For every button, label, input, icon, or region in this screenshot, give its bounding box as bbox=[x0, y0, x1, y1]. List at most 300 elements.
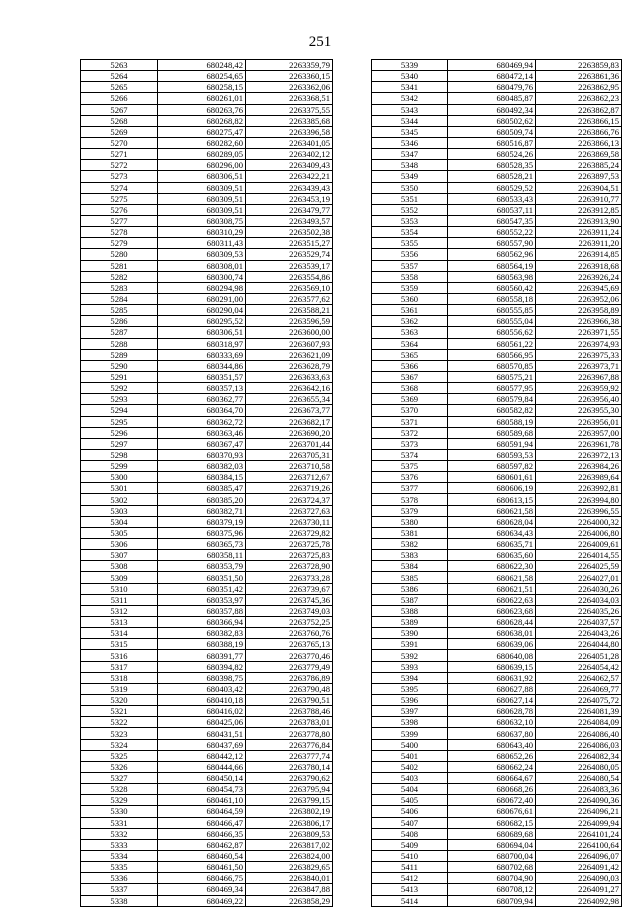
y-coordinate-cell: 2264083,36 bbox=[536, 784, 622, 795]
table-row bbox=[81, 862, 333, 873]
y-coordinate-cell: 2263588,21 bbox=[246, 305, 333, 316]
table-row bbox=[372, 193, 622, 204]
y-coordinate-cell: 2263396,58 bbox=[246, 126, 333, 137]
point-number-cell: 5379 bbox=[372, 505, 448, 516]
x-coordinate-cell: 680694,04 bbox=[448, 839, 536, 850]
table-row bbox=[81, 71, 333, 82]
table-row bbox=[81, 182, 333, 193]
table-row bbox=[372, 461, 622, 472]
y-coordinate-cell: 2264034,03 bbox=[536, 594, 622, 605]
y-coordinate-cell: 2264030,26 bbox=[536, 583, 622, 594]
point-number-cell: 5264 bbox=[81, 71, 158, 82]
x-coordinate-cell: 680704,90 bbox=[448, 873, 536, 884]
y-coordinate-cell: 2263701,44 bbox=[246, 438, 333, 449]
x-coordinate-cell: 680268,82 bbox=[158, 115, 246, 126]
point-number-cell: 5342 bbox=[372, 93, 448, 104]
x-coordinate-cell: 680469,22 bbox=[158, 895, 246, 906]
point-number-cell: 5352 bbox=[372, 204, 448, 215]
y-coordinate-cell: 2263786,89 bbox=[246, 672, 333, 683]
y-coordinate-cell: 2263453,19 bbox=[246, 193, 333, 204]
x-coordinate-cell: 680248,42 bbox=[158, 60, 246, 71]
table-row bbox=[372, 438, 622, 449]
y-coordinate-cell: 2263362,06 bbox=[246, 82, 333, 93]
y-coordinate-cell: 2263596,59 bbox=[246, 316, 333, 327]
y-coordinate-cell: 2263360,15 bbox=[246, 71, 333, 82]
x-coordinate-cell: 680308,01 bbox=[158, 260, 246, 271]
table-row bbox=[372, 505, 622, 516]
y-coordinate-cell: 2263705,31 bbox=[246, 449, 333, 460]
y-coordinate-cell: 2263600,00 bbox=[246, 327, 333, 338]
point-number-cell: 5296 bbox=[81, 427, 158, 438]
table-row bbox=[372, 572, 622, 583]
x-coordinate-cell: 680444,66 bbox=[158, 761, 246, 772]
point-number-cell: 5308 bbox=[81, 561, 158, 572]
point-number-cell: 5365 bbox=[372, 349, 448, 360]
table-row bbox=[81, 850, 333, 861]
point-number-cell: 5372 bbox=[372, 427, 448, 438]
point-number-cell: 5307 bbox=[81, 550, 158, 561]
table-row bbox=[372, 527, 622, 538]
point-number-cell: 5337 bbox=[81, 884, 158, 895]
coordinates-table-left-body bbox=[81, 60, 333, 907]
y-coordinate-cell: 2264100,64 bbox=[536, 839, 622, 850]
x-coordinate-cell: 680310,29 bbox=[158, 227, 246, 238]
y-coordinate-cell: 2263974,93 bbox=[536, 338, 622, 349]
y-coordinate-cell: 2263729,82 bbox=[246, 527, 333, 538]
y-coordinate-cell: 2263958,89 bbox=[536, 305, 622, 316]
x-coordinate-cell: 680309,53 bbox=[158, 249, 246, 260]
x-coordinate-cell: 680689,68 bbox=[448, 828, 536, 839]
x-coordinate-cell: 680382,03 bbox=[158, 461, 246, 472]
point-number-cell: 5367 bbox=[372, 371, 448, 382]
point-number-cell: 5348 bbox=[372, 160, 448, 171]
y-coordinate-cell: 2263529,74 bbox=[246, 249, 333, 260]
point-number-cell: 5272 bbox=[81, 160, 158, 171]
x-coordinate-cell: 680591,94 bbox=[448, 438, 536, 449]
point-number-cell: 5399 bbox=[372, 728, 448, 739]
table-row bbox=[372, 238, 622, 249]
table-row bbox=[81, 873, 333, 884]
x-coordinate-cell: 680385,47 bbox=[158, 483, 246, 494]
point-number-cell: 5339 bbox=[372, 60, 448, 71]
table-row bbox=[81, 750, 333, 761]
point-number-cell: 5329 bbox=[81, 795, 158, 806]
table-row bbox=[372, 683, 622, 694]
y-coordinate-cell: 2263745,36 bbox=[246, 594, 333, 605]
x-coordinate-cell: 680351,42 bbox=[158, 583, 246, 594]
point-number-cell: 5392 bbox=[372, 650, 448, 661]
y-coordinate-cell: 2263710,58 bbox=[246, 461, 333, 472]
x-coordinate-cell: 680300,74 bbox=[158, 271, 246, 282]
y-coordinate-cell: 2263719,26 bbox=[246, 483, 333, 494]
table-row bbox=[81, 293, 333, 304]
y-coordinate-cell: 2263728,90 bbox=[246, 561, 333, 572]
x-coordinate-cell: 680588,19 bbox=[448, 416, 536, 427]
point-number-cell: 5271 bbox=[81, 149, 158, 160]
x-coordinate-cell: 680560,42 bbox=[448, 282, 536, 293]
table-row bbox=[372, 739, 622, 750]
x-coordinate-cell: 680462,87 bbox=[158, 839, 246, 850]
x-coordinate-cell: 680676,61 bbox=[448, 806, 536, 817]
y-coordinate-cell: 2263959,92 bbox=[536, 383, 622, 394]
coordinates-table-right bbox=[371, 59, 622, 907]
x-coordinate-cell: 680388,19 bbox=[158, 639, 246, 650]
x-coordinate-cell: 680524,26 bbox=[448, 149, 536, 160]
table-row bbox=[372, 862, 622, 873]
y-coordinate-cell: 2263866,76 bbox=[536, 126, 622, 137]
y-coordinate-cell: 2264090,36 bbox=[536, 795, 622, 806]
y-coordinate-cell: 2264009,61 bbox=[536, 539, 622, 550]
point-number-cell: 5295 bbox=[81, 416, 158, 427]
table-row bbox=[372, 617, 622, 628]
y-coordinate-cell: 2263778,80 bbox=[246, 728, 333, 739]
point-number-cell: 5292 bbox=[81, 383, 158, 394]
point-number-cell: 5293 bbox=[81, 394, 158, 405]
table-row bbox=[372, 650, 622, 661]
y-coordinate-cell: 2263673,77 bbox=[246, 405, 333, 416]
point-number-cell: 5306 bbox=[81, 539, 158, 550]
point-number-cell: 5335 bbox=[81, 862, 158, 873]
y-coordinate-cell: 2263770,46 bbox=[246, 650, 333, 661]
y-coordinate-cell: 2263913,90 bbox=[536, 215, 622, 226]
point-number-cell: 5332 bbox=[81, 828, 158, 839]
page-number: 251 bbox=[308, 34, 332, 50]
point-number-cell: 5316 bbox=[81, 650, 158, 661]
x-coordinate-cell: 680309,51 bbox=[158, 182, 246, 193]
y-coordinate-cell: 2264092,98 bbox=[536, 895, 622, 906]
y-coordinate-cell: 2264044,80 bbox=[536, 639, 622, 650]
x-coordinate-cell: 680664,67 bbox=[448, 773, 536, 784]
point-number-cell: 5309 bbox=[81, 572, 158, 583]
y-coordinate-cell: 2263479,77 bbox=[246, 204, 333, 215]
x-coordinate-cell: 680555,85 bbox=[448, 305, 536, 316]
point-number-cell: 5364 bbox=[372, 338, 448, 349]
x-coordinate-cell: 680363,46 bbox=[158, 427, 246, 438]
y-coordinate-cell: 2264075,72 bbox=[536, 695, 622, 706]
x-coordinate-cell: 680479,76 bbox=[448, 82, 536, 93]
point-number-cell: 5396 bbox=[372, 695, 448, 706]
y-coordinate-cell: 2263783,01 bbox=[246, 717, 333, 728]
y-coordinate-cell: 2264084,09 bbox=[536, 717, 622, 728]
table-row bbox=[81, 360, 333, 371]
x-coordinate-cell: 680358,11 bbox=[158, 550, 246, 561]
x-coordinate-cell: 680623,68 bbox=[448, 605, 536, 616]
table-row bbox=[372, 93, 622, 104]
point-number-cell: 5313 bbox=[81, 617, 158, 628]
y-coordinate-cell: 2263897,53 bbox=[536, 171, 622, 182]
y-coordinate-cell: 2264037,57 bbox=[536, 617, 622, 628]
table-row bbox=[372, 795, 622, 806]
x-coordinate-cell: 680431,51 bbox=[158, 728, 246, 739]
point-number-cell: 5345 bbox=[372, 126, 448, 137]
x-coordinate-cell: 680668,26 bbox=[448, 784, 536, 795]
y-coordinate-cell: 2263918,68 bbox=[536, 260, 622, 271]
x-coordinate-cell: 680437,69 bbox=[158, 739, 246, 750]
table-row bbox=[372, 171, 622, 182]
point-number-cell: 5398 bbox=[372, 717, 448, 728]
table-row bbox=[81, 639, 333, 650]
point-number-cell: 5323 bbox=[81, 728, 158, 739]
table-row bbox=[81, 215, 333, 226]
table-row bbox=[81, 472, 333, 483]
x-coordinate-cell: 680450,14 bbox=[158, 773, 246, 784]
point-number-cell: 5288 bbox=[81, 338, 158, 349]
point-number-cell: 5325 bbox=[81, 750, 158, 761]
point-number-cell: 5400 bbox=[372, 739, 448, 750]
y-coordinate-cell: 2263502,38 bbox=[246, 227, 333, 238]
table-row bbox=[81, 717, 333, 728]
table-row bbox=[372, 784, 622, 795]
x-coordinate-cell: 680637,80 bbox=[448, 728, 536, 739]
table-row bbox=[372, 293, 622, 304]
y-coordinate-cell: 2264082,34 bbox=[536, 750, 622, 761]
y-coordinate-cell: 2263493,57 bbox=[246, 215, 333, 226]
x-coordinate-cell: 680351,50 bbox=[158, 572, 246, 583]
point-number-cell: 5338 bbox=[81, 895, 158, 906]
x-coordinate-cell: 680308,75 bbox=[158, 215, 246, 226]
table-row bbox=[81, 349, 333, 360]
point-number-cell: 5274 bbox=[81, 182, 158, 193]
table-row bbox=[81, 371, 333, 382]
table-row bbox=[372, 115, 622, 126]
y-coordinate-cell: 2263788,46 bbox=[246, 706, 333, 717]
y-coordinate-cell: 2264096,07 bbox=[536, 850, 622, 861]
point-number-cell: 5346 bbox=[372, 137, 448, 148]
y-coordinate-cell: 2263869,58 bbox=[536, 149, 622, 160]
x-coordinate-cell: 680364,70 bbox=[158, 405, 246, 416]
y-coordinate-cell: 2264051,28 bbox=[536, 650, 622, 661]
x-coordinate-cell: 680492,34 bbox=[448, 104, 536, 115]
y-coordinate-cell: 2263911,20 bbox=[536, 238, 622, 249]
point-number-cell: 5302 bbox=[81, 494, 158, 505]
point-number-cell: 5404 bbox=[372, 784, 448, 795]
y-coordinate-cell: 2263712,67 bbox=[246, 472, 333, 483]
x-coordinate-cell: 680709,94 bbox=[448, 895, 536, 906]
table-row bbox=[81, 305, 333, 316]
x-coordinate-cell: 680566,95 bbox=[448, 349, 536, 360]
x-coordinate-cell: 680306,51 bbox=[158, 171, 246, 182]
table-row bbox=[372, 227, 622, 238]
y-coordinate-cell: 2263439,43 bbox=[246, 182, 333, 193]
table-row bbox=[81, 126, 333, 137]
x-coordinate-cell: 680558,18 bbox=[448, 293, 536, 304]
table-row bbox=[372, 260, 622, 271]
x-coordinate-cell: 680379,19 bbox=[158, 516, 246, 527]
x-coordinate-cell: 680309,51 bbox=[158, 204, 246, 215]
table-row bbox=[372, 761, 622, 772]
table-row bbox=[372, 561, 622, 572]
point-number-cell: 5380 bbox=[372, 516, 448, 527]
table-row bbox=[372, 695, 622, 706]
x-coordinate-cell: 680662,24 bbox=[448, 761, 536, 772]
x-coordinate-cell: 680291,00 bbox=[158, 293, 246, 304]
x-coordinate-cell: 680635,60 bbox=[448, 550, 536, 561]
table-row bbox=[81, 539, 333, 550]
table-row bbox=[81, 282, 333, 293]
point-number-cell: 5269 bbox=[81, 126, 158, 137]
point-number-cell: 5285 bbox=[81, 305, 158, 316]
point-number-cell: 5322 bbox=[81, 717, 158, 728]
table-row bbox=[81, 650, 333, 661]
y-coordinate-cell: 2264091,42 bbox=[536, 862, 622, 873]
x-coordinate-cell: 680318,97 bbox=[158, 338, 246, 349]
table-row bbox=[81, 82, 333, 93]
y-coordinate-cell: 2263910,77 bbox=[536, 193, 622, 204]
point-number-cell: 5340 bbox=[372, 71, 448, 82]
table-row bbox=[372, 706, 622, 717]
table-row bbox=[372, 472, 622, 483]
table-row bbox=[372, 873, 622, 884]
point-number-cell: 5350 bbox=[372, 182, 448, 193]
x-coordinate-cell: 680469,34 bbox=[158, 884, 246, 895]
table-row bbox=[372, 494, 622, 505]
table-row bbox=[81, 405, 333, 416]
point-number-cell: 5268 bbox=[81, 115, 158, 126]
x-coordinate-cell: 680416,02 bbox=[158, 706, 246, 717]
y-coordinate-cell: 2263957,00 bbox=[536, 427, 622, 438]
table-row bbox=[372, 305, 622, 316]
y-coordinate-cell: 2263409,43 bbox=[246, 160, 333, 171]
y-coordinate-cell: 2263779,49 bbox=[246, 661, 333, 672]
table-row bbox=[81, 695, 333, 706]
table-row bbox=[81, 104, 333, 115]
table-row bbox=[81, 773, 333, 784]
table-row bbox=[372, 82, 622, 93]
y-coordinate-cell: 2263961,78 bbox=[536, 438, 622, 449]
table-row bbox=[81, 260, 333, 271]
table-row bbox=[81, 706, 333, 717]
x-coordinate-cell: 680564,19 bbox=[448, 260, 536, 271]
x-coordinate-cell: 680351,57 bbox=[158, 371, 246, 382]
point-number-cell: 5359 bbox=[372, 282, 448, 293]
x-coordinate-cell: 680613,15 bbox=[448, 494, 536, 505]
y-coordinate-cell: 2263765,13 bbox=[246, 639, 333, 650]
y-coordinate-cell: 2263739,67 bbox=[246, 583, 333, 594]
y-coordinate-cell: 2263799,15 bbox=[246, 795, 333, 806]
point-number-cell: 5358 bbox=[372, 271, 448, 282]
x-coordinate-cell: 680485,87 bbox=[448, 93, 536, 104]
x-coordinate-cell: 680425,06 bbox=[158, 717, 246, 728]
table-row bbox=[372, 126, 622, 137]
table-row bbox=[372, 483, 622, 494]
x-coordinate-cell: 680466,35 bbox=[158, 828, 246, 839]
table-row bbox=[372, 427, 622, 438]
point-number-cell: 5305 bbox=[81, 527, 158, 538]
table-row bbox=[81, 527, 333, 538]
x-coordinate-cell: 680370,93 bbox=[158, 449, 246, 460]
table-row bbox=[81, 884, 333, 895]
y-coordinate-cell: 2263975,33 bbox=[536, 349, 622, 360]
x-coordinate-cell: 680621,51 bbox=[448, 583, 536, 594]
point-number-cell: 5389 bbox=[372, 617, 448, 628]
point-number-cell: 5301 bbox=[81, 483, 158, 494]
point-number-cell: 5374 bbox=[372, 449, 448, 460]
y-coordinate-cell: 2263359,79 bbox=[246, 60, 333, 71]
table-row bbox=[372, 316, 622, 327]
point-number-cell: 5357 bbox=[372, 260, 448, 271]
y-coordinate-cell: 2264101,24 bbox=[536, 828, 622, 839]
x-coordinate-cell: 680700,04 bbox=[448, 850, 536, 861]
table-row bbox=[81, 327, 333, 338]
table-row bbox=[81, 60, 333, 71]
x-coordinate-cell: 680702,68 bbox=[448, 862, 536, 873]
table-row bbox=[81, 171, 333, 182]
x-coordinate-cell: 680562,96 bbox=[448, 249, 536, 260]
table-row bbox=[81, 583, 333, 594]
point-number-cell: 5277 bbox=[81, 215, 158, 226]
table-row bbox=[81, 494, 333, 505]
y-coordinate-cell: 2263776,84 bbox=[246, 739, 333, 750]
x-coordinate-cell: 680502,62 bbox=[448, 115, 536, 126]
x-coordinate-cell: 680353,79 bbox=[158, 561, 246, 572]
table-row bbox=[81, 394, 333, 405]
table-row bbox=[81, 617, 333, 628]
point-number-cell: 5376 bbox=[372, 472, 448, 483]
table-row bbox=[372, 639, 622, 650]
point-number-cell: 5343 bbox=[372, 104, 448, 115]
y-coordinate-cell: 2263989,64 bbox=[536, 472, 622, 483]
x-coordinate-cell: 680460,54 bbox=[158, 850, 246, 861]
y-coordinate-cell: 2263858,29 bbox=[246, 895, 333, 906]
point-number-cell: 5276 bbox=[81, 204, 158, 215]
point-number-cell: 5411 bbox=[372, 862, 448, 873]
x-coordinate-cell: 680385,20 bbox=[158, 494, 246, 505]
x-coordinate-cell: 680296,00 bbox=[158, 160, 246, 171]
x-coordinate-cell: 680621,58 bbox=[448, 505, 536, 516]
y-coordinate-cell: 2263955,30 bbox=[536, 405, 622, 416]
table-row bbox=[81, 739, 333, 750]
table-row bbox=[372, 550, 622, 561]
x-coordinate-cell: 680282,60 bbox=[158, 137, 246, 148]
point-number-cell: 5407 bbox=[372, 817, 448, 828]
point-number-cell: 5349 bbox=[372, 171, 448, 182]
point-number-cell: 5373 bbox=[372, 438, 448, 449]
y-coordinate-cell: 2263795,94 bbox=[246, 784, 333, 795]
table-row bbox=[81, 93, 333, 104]
point-number-cell: 5406 bbox=[372, 806, 448, 817]
y-coordinate-cell: 2263885,24 bbox=[536, 160, 622, 171]
point-number-cell: 5391 bbox=[372, 639, 448, 650]
point-number-cell: 5297 bbox=[81, 438, 158, 449]
point-number-cell: 5414 bbox=[372, 895, 448, 906]
x-coordinate-cell: 680353,97 bbox=[158, 594, 246, 605]
y-coordinate-cell: 2263992,81 bbox=[536, 483, 622, 494]
y-coordinate-cell: 2263904,51 bbox=[536, 182, 622, 193]
point-number-cell: 5286 bbox=[81, 316, 158, 327]
point-number-cell: 5267 bbox=[81, 104, 158, 115]
point-number-cell: 5281 bbox=[81, 260, 158, 271]
table-row bbox=[372, 594, 622, 605]
table-row bbox=[372, 583, 622, 594]
x-coordinate-cell: 680628,44 bbox=[448, 617, 536, 628]
x-coordinate-cell: 680454,73 bbox=[158, 784, 246, 795]
y-coordinate-cell: 2264043,26 bbox=[536, 628, 622, 639]
table-row bbox=[81, 550, 333, 561]
point-number-cell: 5363 bbox=[372, 327, 448, 338]
point-number-cell: 5383 bbox=[372, 550, 448, 561]
x-coordinate-cell: 680365,73 bbox=[158, 539, 246, 550]
y-coordinate-cell: 2263569,10 bbox=[246, 282, 333, 293]
point-number-cell: 5318 bbox=[81, 672, 158, 683]
table-row bbox=[81, 594, 333, 605]
x-coordinate-cell: 680375,96 bbox=[158, 527, 246, 538]
x-coordinate-cell: 680472,14 bbox=[448, 71, 536, 82]
table-row bbox=[81, 149, 333, 160]
x-coordinate-cell: 680708,12 bbox=[448, 884, 536, 895]
y-coordinate-cell: 2263866,15 bbox=[536, 115, 622, 126]
y-coordinate-cell: 2263956,01 bbox=[536, 416, 622, 427]
y-coordinate-cell: 2263866,13 bbox=[536, 137, 622, 148]
